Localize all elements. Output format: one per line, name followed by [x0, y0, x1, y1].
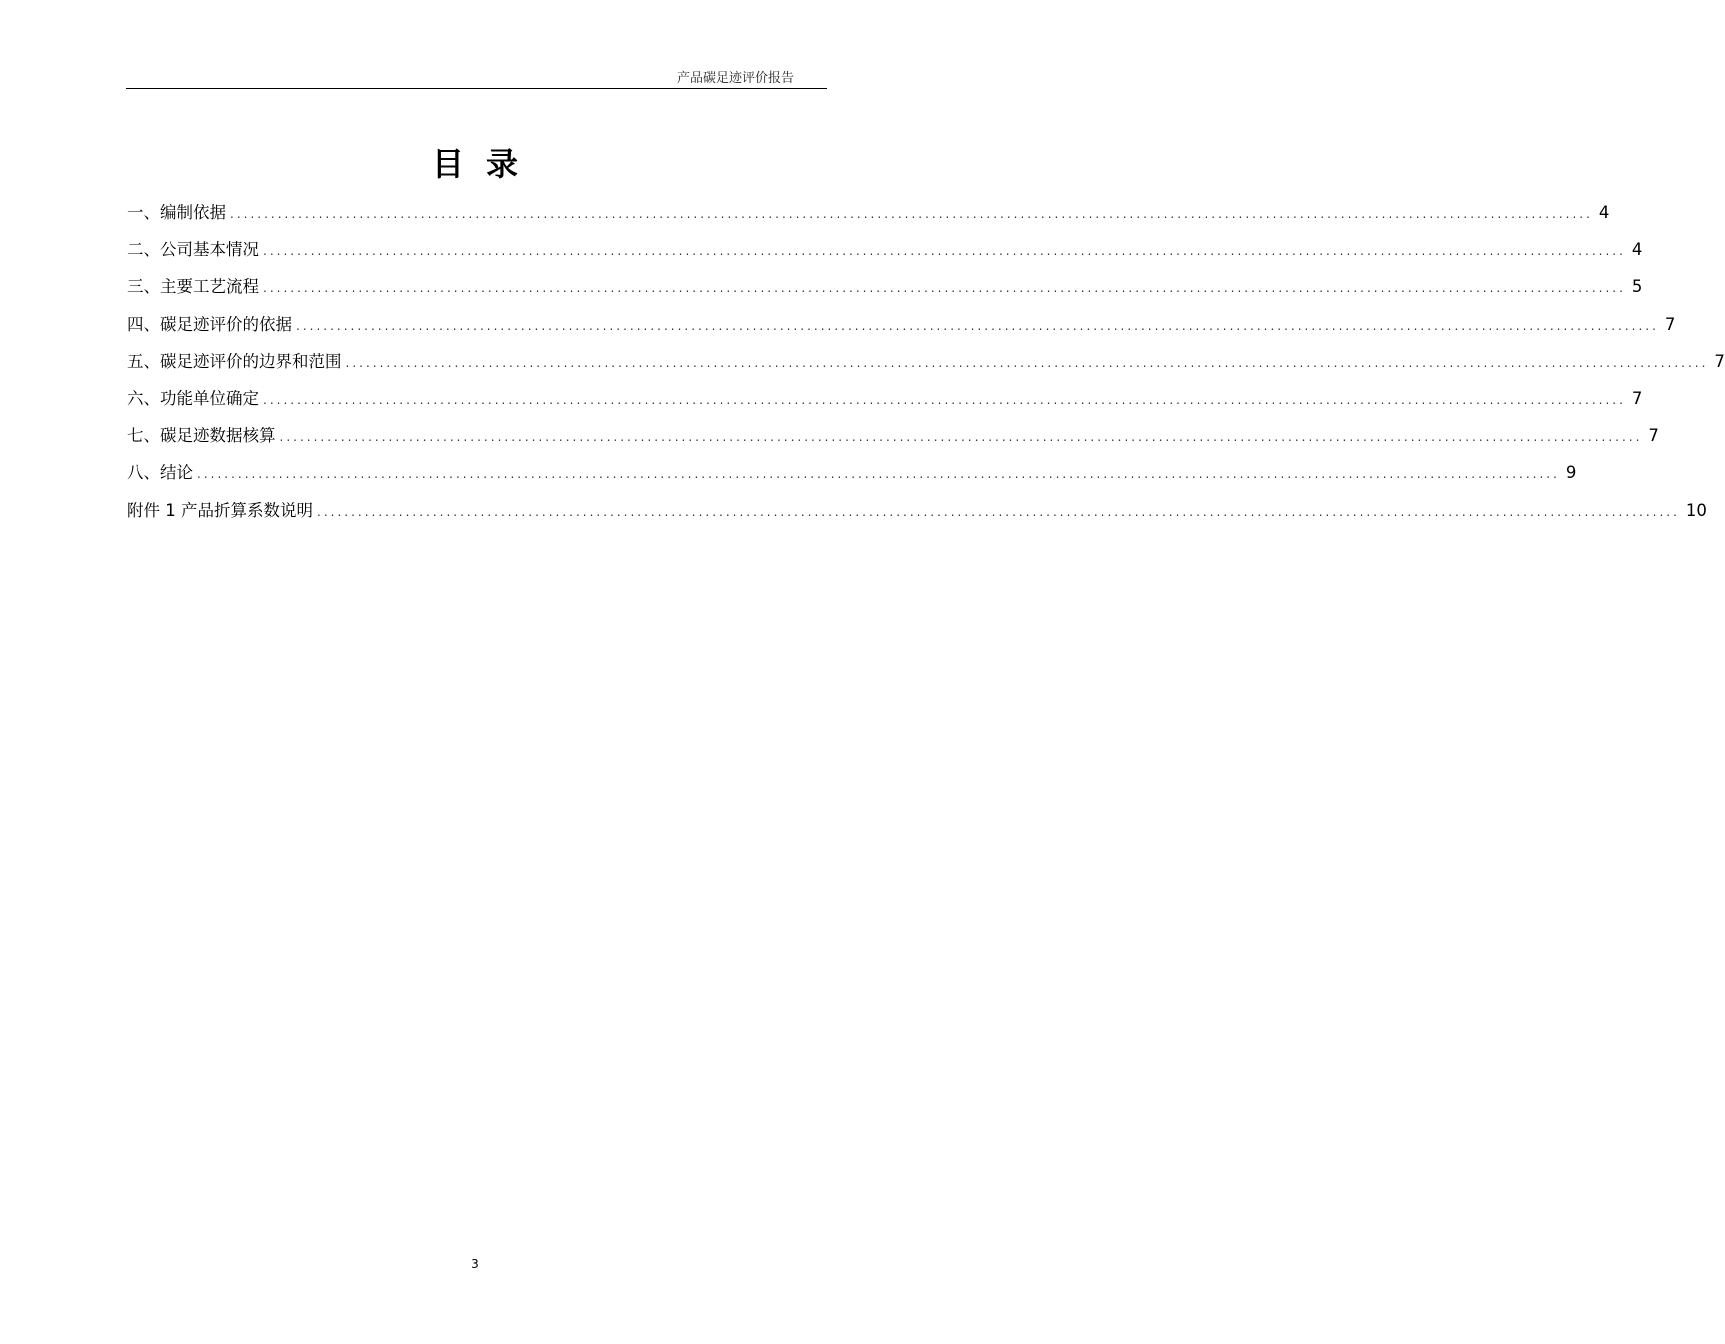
- page-header-title: 产品碳足迹评价报告: [676, 71, 794, 86]
- toc-dot-leader: ........................................................................................................................................................................................................: [230, 207, 1593, 221]
- toc-entry-label: 三、主要工艺流程: [127, 277, 259, 297]
- toc-entry-appendix-1[interactable]: [127, 499, 1707, 536]
- page-number: 3: [471, 1257, 479, 1271]
- toc-entry-functional-unit[interactable]: [127, 387, 1643, 424]
- toc-entry-evaluation-basis[interactable]: [127, 313, 1676, 350]
- toc-dot-leader: ........................................................................................................................................................................................................: [345, 355, 1709, 370]
- toc-dot-leader: ........................................................................................................................................................................................................: [279, 430, 1643, 445]
- toc-entry-label: 五、碳足迹评价的边界和范围: [127, 351, 342, 371]
- toc-entry-page: 5: [1631, 277, 1643, 297]
- toc-entry-company-overview[interactable]: [127, 238, 1643, 275]
- toc-entry-process-flow[interactable]: [127, 275, 1643, 312]
- toc-entry-page: 7: [1631, 388, 1643, 408]
- header-divider: [126, 88, 827, 89]
- toc-entry-boundary-scope[interactable]: [127, 350, 1725, 387]
- toc-entry-page: 4: [1598, 203, 1610, 222]
- table-of-contents: [127, 201, 1725, 536]
- toc-entry-label: 附件 1 产品折算系数说明: [127, 500, 313, 520]
- toc-dot-leader: ........................................................................................................................................................................................................: [263, 392, 1626, 407]
- toc-dot-leader: ........................................................................................................................................................................................................: [296, 318, 1659, 333]
- toc-dot-leader: ........................................................................................................................................................................................................: [317, 504, 1680, 519]
- toc-entry-page: 7: [1648, 426, 1659, 446]
- toc-dot-leader: ........................................................................................................................................................................................................: [197, 467, 1560, 482]
- toc-entry-label: 四、碳足迹评价的依据: [127, 314, 292, 334]
- toc-dot-leader: ........................................................................................................................................................................................................: [263, 281, 1626, 296]
- toc-entry-label: 六、功能单位确定: [127, 388, 259, 408]
- toc-entry-label: 八、结论: [127, 463, 193, 483]
- toc-entry-page: 9: [1565, 463, 1577, 483]
- toc-entry-page: 10: [1685, 500, 1707, 520]
- toc-entry-label: 二、公司基本情况: [127, 240, 259, 260]
- toc-title: 目录: [431, 145, 540, 183]
- toc-dot-leader: ........................................................................................................................................................................................................: [263, 244, 1626, 259]
- toc-entry-page: 7: [1664, 314, 1676, 334]
- toc-entry-label: 七、碳足迹数据核算: [127, 426, 276, 446]
- toc-entry-label: 一、编制依据: [127, 203, 226, 222]
- toc-entry-data-accounting[interactable]: [127, 424, 1659, 461]
- toc-entry-page: 7: [1714, 351, 1725, 371]
- toc-entry-compilation-basis[interactable]: [127, 201, 1610, 238]
- toc-entry-page: 4: [1631, 240, 1643, 260]
- toc-entry-conclusion[interactable]: [127, 461, 1577, 498]
